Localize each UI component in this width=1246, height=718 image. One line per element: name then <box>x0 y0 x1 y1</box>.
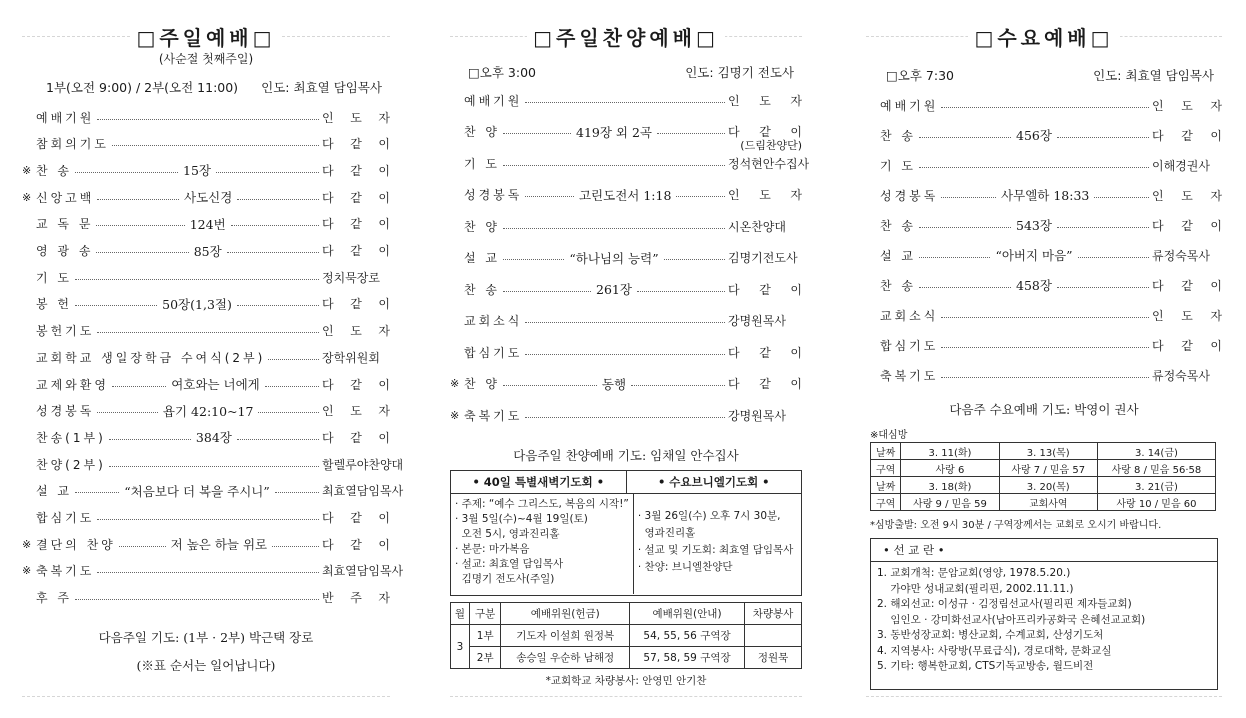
order-person: 인 도 자 <box>1152 188 1223 203</box>
order-person: 다 같 이 <box>322 297 391 312</box>
mission-line: 5. 기타: 행복한교회, CTS기독교방송, 월드비전 <box>877 660 1094 672</box>
leader-dots <box>637 291 725 292</box>
order-label: 기 도 <box>36 270 72 285</box>
visitation-label: ※대심방 <box>870 430 908 441</box>
order-label: 설 교 <box>464 251 500 265</box>
order-row <box>450 342 802 362</box>
order-content: 15장 <box>183 163 211 179</box>
leader-dots <box>919 167 1149 168</box>
detail-line: · 3월 5일(수)~4월 19일(토) <box>455 513 588 525</box>
visitation-cell: 날짜 <box>871 443 901 460</box>
visitation-cell: 사랑 10 / 믿음 60 <box>1097 494 1215 511</box>
order-content: 261장 <box>596 282 632 297</box>
order-person: 다 같 이 <box>728 345 802 360</box>
order-content: 저 높은 하늘 위로 <box>170 537 268 553</box>
visitation-row <box>871 443 1216 460</box>
leader-dots <box>75 279 319 280</box>
leader-dots <box>268 359 319 360</box>
order-row <box>866 305 1222 325</box>
order-content: 384장 <box>195 430 232 446</box>
leader-dots <box>237 439 319 440</box>
leader-dots <box>919 227 1011 228</box>
order-sub-row <box>450 135 802 155</box>
order-label: 합심기도 <box>880 338 939 353</box>
order-label: 찬 송 <box>880 128 916 143</box>
table-header: 차량봉사 <box>745 603 802 625</box>
table-cell: 54, 55, 56 구역장 <box>629 625 744 647</box>
leader-dots <box>919 257 990 258</box>
leader-dots <box>75 305 157 306</box>
order-label: 예배기원 <box>464 93 523 108</box>
order-person: 정석현안수집사 <box>728 156 810 171</box>
order-person: 다 같 이 <box>322 430 390 445</box>
leader-dots <box>1078 257 1149 258</box>
visitation-cell: 구역 <box>871 460 901 477</box>
wednesday-leader: 인도: 최효열 담임목사 <box>1093 68 1214 83</box>
order-person: 다 같 이 <box>1152 338 1222 353</box>
order-row <box>22 454 404 474</box>
table-cell <box>745 625 802 647</box>
detail-line: 오전 5시, 영과진리홀 <box>455 528 560 540</box>
wednesday-worship-title: □수요예배□ <box>866 22 1222 51</box>
order-label: 설 교 <box>36 484 72 499</box>
order-label: 기 도 <box>464 156 500 171</box>
order-label: 성경봉독 <box>464 188 523 202</box>
order-row <box>866 215 1222 235</box>
order-label: 영 광 송 <box>36 244 94 258</box>
order-label: 찬 송 <box>36 163 72 178</box>
leader-dots <box>227 252 319 253</box>
order-label: 성경봉독 <box>36 404 95 419</box>
leader-dots <box>941 347 1149 348</box>
order-person: 류정숙목사 <box>1152 368 1210 383</box>
visitation-row <box>871 477 1216 494</box>
order-person: 류정숙목사 <box>1152 248 1210 263</box>
praise-worship-title: □주일찬양예배□ <box>450 22 802 51</box>
order-content: 419장 외 2곡 <box>576 124 652 140</box>
next-wednesday-prayer: 다음주 수요예배 기도: 박영이 권사 <box>949 402 1139 417</box>
order-person: 다 같 이 <box>322 537 391 552</box>
order-row <box>866 95 1222 115</box>
order-person: 시온찬양대 <box>728 219 786 234</box>
leader-dots <box>503 291 591 292</box>
leader-dots <box>525 354 725 355</box>
leader-dots <box>664 259 725 260</box>
leader-dots <box>503 385 597 386</box>
visitation-cell: 교회사역 <box>999 494 1097 511</box>
order-row <box>22 321 390 341</box>
order-label: 성경봉독 <box>880 188 939 203</box>
order-label: 결단의 찬양 <box>36 537 116 552</box>
order-row <box>450 279 802 299</box>
table-cell: 송승일 우순하 남해정 <box>501 647 630 669</box>
order-row <box>22 134 390 154</box>
order-row <box>450 90 802 110</box>
stand-mark: ※ <box>22 190 32 204</box>
leader-dots <box>941 107 1149 108</box>
wednesday-prayer-details <box>634 494 801 594</box>
visitation-cell: 3. 11(화) <box>901 443 999 460</box>
mission-line: 1. 교회개척: 문암교회(영양, 1978.5.20.) <box>877 567 1071 579</box>
leader-dots <box>237 305 319 306</box>
leader-dots <box>503 165 725 166</box>
stand-mark: ※ <box>450 408 460 422</box>
sunday-time-line <box>46 78 382 96</box>
order-label: 예배기원 <box>880 98 939 113</box>
leader-dots <box>941 377 1149 378</box>
order-label: 참회의기도 <box>36 137 109 152</box>
detail-line: · 찬양: 브니엘찬양단 <box>637 561 733 573</box>
order-label: 찬 송 <box>880 278 916 293</box>
sunday-praise-column <box>450 0 810 718</box>
table-header: 월 <box>451 603 470 625</box>
order-content: “처음보다 더 복을 주시니” <box>124 483 270 499</box>
dawn-prayer-header: • 40일 특별새벽기도회 • <box>451 471 627 493</box>
mission-line: 임인오 · 강미화선교사(남아프리카공화국 은혜선교교회) <box>877 613 1146 626</box>
wednesday-worship-column <box>866 0 1222 718</box>
table-cell: 1부 <box>469 625 501 647</box>
order-row <box>450 405 802 425</box>
order-person: 다 같 이 <box>322 163 391 178</box>
table-header: 예배위원(헌금) <box>501 603 630 625</box>
sunday-worship-column <box>22 0 404 718</box>
wednesday-prayer-header: • 수요브니엘기도회 • <box>657 475 770 489</box>
service-volunteers-table <box>450 602 802 669</box>
order-person: 다 같 이 <box>322 217 390 232</box>
leader-dots <box>525 102 725 103</box>
order-row <box>450 153 810 173</box>
leader-dots <box>75 599 319 600</box>
order-content: 여호와는 너에게 <box>171 377 260 392</box>
leader-dots <box>97 332 319 333</box>
mission-line: 2. 해외선교: 이성규 · 김정림선교사(필리핀 제자들교회) <box>877 598 1132 610</box>
missions-list <box>871 562 1217 679</box>
table-header: 구분 <box>469 603 501 625</box>
order-label: 봉헌기도 <box>36 324 95 339</box>
order-content: 50장(1,3절) <box>162 296 232 312</box>
order-content: 456장 <box>1016 128 1052 143</box>
table-cell: 2부 <box>469 647 501 669</box>
order-row <box>22 160 390 180</box>
order-row <box>450 185 802 205</box>
leader-dots <box>109 439 191 440</box>
order-row <box>22 347 390 367</box>
praise-time-line <box>468 63 794 81</box>
stand-mark: ※ <box>22 163 32 177</box>
order-content: 543장 <box>1016 218 1052 233</box>
detail-line: · 3월 26일(수) 오후 7시 30분, <box>637 510 781 522</box>
dawn-prayer-details <box>451 494 634 594</box>
order-label: 축복기도 <box>880 368 939 383</box>
praise-time: □오후 3:00 <box>468 65 537 80</box>
visitation-row <box>871 494 1216 511</box>
visitation-cell: 3. 20(목) <box>999 477 1097 494</box>
order-row <box>22 588 390 608</box>
order-person: 반 주 자 <box>322 591 390 606</box>
order-label: 합심기도 <box>36 511 95 525</box>
order-row <box>22 241 390 261</box>
order-person: 다 같 이 <box>728 125 803 139</box>
leader-dots <box>112 145 319 146</box>
leader-dots <box>525 322 725 323</box>
order-person: 인 도 자 <box>1152 98 1222 113</box>
table-cell: 정원묵 <box>745 647 802 669</box>
order-row <box>866 335 1222 355</box>
order-label: 설 교 <box>880 248 916 263</box>
order-person: 인 도 자 <box>322 404 390 419</box>
leader-dots <box>676 196 725 197</box>
order-person: 다 같 이 <box>728 282 802 297</box>
order-person: 인 도 자 <box>322 324 390 339</box>
order-person: 정치묵장로 <box>322 270 380 285</box>
table-cell: 57, 58, 59 구역장 <box>629 647 744 669</box>
order-row <box>866 125 1222 145</box>
leader-dots <box>1057 137 1149 138</box>
praise-leader: 인도: 김명기 전도사 <box>685 65 794 80</box>
order-content: 사무엘하 18:33 <box>1001 188 1090 203</box>
leader-dots <box>1057 287 1149 288</box>
visitation-cell: 날짜 <box>871 477 901 494</box>
order-group: (드림찬양단) <box>740 138 802 152</box>
leader-dots <box>119 546 166 547</box>
order-row <box>22 294 390 314</box>
order-content: “아버지 마음” <box>995 248 1073 263</box>
order-label: 교회소식 <box>464 314 523 328</box>
leader-dots <box>97 199 179 200</box>
mission-line: 4. 지역봉사: 사랑방(무료급식), 경로대학, 문화교실 <box>877 644 1112 657</box>
leader-dots <box>96 225 184 226</box>
order-label: 찬양(2부) <box>36 457 106 472</box>
order-person: 강명원목사 <box>728 408 786 423</box>
order-row <box>450 216 802 236</box>
leader-dots <box>75 492 119 493</box>
order-label: 교회학교 생일장학금 수여식(2부) <box>36 350 266 365</box>
order-label: 찬 송 <box>464 282 500 297</box>
order-row <box>866 155 1222 175</box>
visitation-cell: 3. 13(목) <box>999 443 1097 460</box>
standing-note: (※표 순서는 일어납니다) <box>136 658 276 673</box>
missions-box <box>870 538 1218 690</box>
order-row <box>22 107 390 127</box>
order-person: 다 같 이 <box>322 377 390 392</box>
sunday-worship-title: □주일예배□ <box>22 22 390 51</box>
leader-dots <box>97 412 158 413</box>
order-label: 찬송(1부) <box>36 430 106 445</box>
leader-dots <box>275 492 319 493</box>
order-row <box>866 245 1222 265</box>
visitation-cell: 3. 18(화) <box>901 477 999 494</box>
order-row <box>22 267 390 287</box>
bottom-divider <box>866 696 1222 697</box>
order-content: 124번 <box>189 216 226 232</box>
leader-dots <box>525 196 574 197</box>
order-row <box>22 374 390 394</box>
leader-dots <box>919 137 1011 138</box>
leader-dots <box>109 466 319 467</box>
leader-dots <box>97 119 319 120</box>
order-person: 이해경권사 <box>1152 158 1210 173</box>
next-sunday-prayer: 다음주일 기도: (1부 · 2부) 박근택 장로 <box>98 630 314 645</box>
visitation-cell: 사랑 7 / 믿음 57 <box>999 460 1097 477</box>
order-row <box>22 214 390 234</box>
order-person: 다 같 이 <box>728 377 802 391</box>
order-person: 다 같 이 <box>322 137 390 152</box>
school-vehicle-note: *교회학교 차량봉사: 안영민 안기찬 <box>545 675 707 687</box>
order-person: 할렐루야찬양대 <box>322 457 404 472</box>
order-row <box>866 275 1222 295</box>
visitation-cell: 3. 14(금) <box>1097 443 1215 460</box>
leader-dots <box>75 172 178 173</box>
stand-mark: ※ <box>22 537 32 551</box>
order-row <box>22 561 404 581</box>
visitation-cell: 구역 <box>871 494 901 511</box>
order-label: 찬 양 <box>464 219 500 234</box>
stand-mark: ※ <box>22 564 32 578</box>
leader-dots <box>97 572 319 573</box>
leader-dots <box>941 317 1149 318</box>
visitation-cell: 사랑 8 / 믿음 56·58 <box>1097 460 1215 477</box>
leader-dots <box>258 412 319 413</box>
order-row <box>22 427 390 447</box>
order-person: 다 같 이 <box>1152 278 1222 293</box>
order-row <box>866 185 1222 205</box>
order-row <box>450 311 802 331</box>
leader-dots <box>96 252 188 253</box>
order-label: 합심기도 <box>464 345 523 360</box>
leader-dots <box>525 417 725 418</box>
leader-dots <box>112 386 166 387</box>
order-content: “하나님의 능력” <box>569 250 659 266</box>
order-content: 동행 <box>601 376 627 392</box>
order-person: 다 같 이 <box>322 190 390 205</box>
order-label: 축복기도 <box>464 408 523 423</box>
detail-line: 영과진리홀 <box>637 527 696 539</box>
order-label: 찬 송 <box>880 218 916 233</box>
order-label: 후 주 <box>36 591 72 606</box>
detail-line: · 주제: “예수 그리스도, 복음의 시작!” <box>455 498 629 510</box>
leader-dots <box>919 287 1011 288</box>
wednesday-time-line <box>886 66 1214 84</box>
order-row <box>22 187 390 207</box>
order-row <box>22 534 390 554</box>
detail-line: · 본문: 마가복음 <box>455 543 530 555</box>
leader-dots <box>1094 197 1149 198</box>
visitation-cell: 사랑 6 <box>901 460 999 477</box>
detail-line: · 설교 및 기도회: 최효열 담임목사 <box>637 544 794 556</box>
order-label: 교 독 문 <box>36 217 94 232</box>
order-person: 인 도 자 <box>322 110 390 125</box>
visitation-row <box>871 460 1216 477</box>
order-label: 기 도 <box>880 158 916 173</box>
bottom-divider <box>450 696 802 697</box>
visitation-note: *심방출발: 오전 9시 30분 / 구역장께서는 교회로 오시기 바랍니다. <box>870 520 1162 531</box>
visitation-cell: 사랑 9 / 믿음 59 <box>901 494 999 511</box>
service-times: 1부(오전 9:00) / 2부(오전 11:00) <box>46 80 239 95</box>
detail-line: · 설교: 최효열 담임목사 <box>455 558 564 570</box>
table-cell: 기도자 이설희 원정복 <box>501 625 630 647</box>
leader-dots <box>237 199 319 200</box>
next-praise-prayer: 다음주일 찬양예배 기도: 임채일 안수집사 <box>513 448 739 463</box>
month-cell: 3 <box>451 625 470 669</box>
order-person: 인 도 자 <box>728 93 802 108</box>
sunday-subtitle: (사순절 첫째주일) <box>158 52 254 66</box>
order-person: 김명기전도사 <box>728 251 798 265</box>
order-person: 다 같 이 <box>322 244 391 258</box>
order-row <box>450 248 802 268</box>
order-row <box>866 365 1222 385</box>
leader-dots <box>1057 227 1149 228</box>
prayer-meetings-box <box>450 470 802 596</box>
order-person: 다 같 이 <box>322 511 390 525</box>
order-label: 찬 양 <box>464 377 500 391</box>
order-person: 장학위원회 <box>322 350 380 365</box>
order-person: 인 도 자 <box>728 188 803 202</box>
order-content: 85장 <box>193 243 222 259</box>
order-row <box>22 401 390 421</box>
missions-title: • 선 교 란 • <box>871 539 1217 562</box>
order-person: 강명원목사 <box>728 314 786 328</box>
order-person: 다 같 이 <box>1152 128 1222 143</box>
order-person: 최효열담임목사 <box>322 564 404 579</box>
leader-dots <box>503 228 725 229</box>
order-row <box>22 508 390 528</box>
order-label: 봉 헌 <box>36 297 72 312</box>
order-label: 찬 양 <box>464 125 500 139</box>
order-label: 교제와환영 <box>36 377 109 392</box>
mission-line: 가야만 성내교회(필리핀, 2002.11.11.) <box>877 582 1074 595</box>
leader-dots <box>941 197 996 198</box>
order-person: 인 도 자 <box>1152 308 1222 323</box>
order-label: 예배기원 <box>36 110 95 125</box>
visitation-cell: 3. 21(금) <box>1097 477 1215 494</box>
bottom-divider <box>22 696 390 697</box>
order-content: 사도신경 <box>184 190 233 206</box>
leader-dots <box>503 259 564 260</box>
order-content: 458장 <box>1016 278 1052 293</box>
order-row <box>450 374 802 394</box>
detail-line: 김명기 전도사(주일) <box>455 573 555 585</box>
table-header: 예배위원(안내) <box>629 603 744 625</box>
leader-dots <box>216 172 319 173</box>
order-person: 다 같 이 <box>1152 218 1222 233</box>
order-label: 신앙고백 <box>36 190 95 205</box>
service-leader: 인도: 최효열 담임목사 <box>261 80 382 95</box>
leader-dots <box>265 386 319 387</box>
order-row <box>22 481 404 501</box>
order-person: 최효열담임목사 <box>322 484 404 499</box>
order-content: 욥기 42:10~17 <box>162 403 254 419</box>
order-label: 축복기도 <box>36 564 95 579</box>
stand-mark: ※ <box>450 377 460 390</box>
leader-dots <box>631 385 725 386</box>
mission-line: 3. 동반성장교회: 병산교회, 수계교회, 산성기도처 <box>877 629 1104 641</box>
leader-dots <box>272 546 319 547</box>
leader-dots <box>97 519 319 520</box>
leader-dots <box>231 225 319 226</box>
wednesday-time: □오후 7:30 <box>886 68 955 83</box>
order-label: 교회소식 <box>880 308 939 323</box>
order-content: 고린도전서 1:18 <box>578 187 672 203</box>
visitation-table <box>870 442 1216 511</box>
